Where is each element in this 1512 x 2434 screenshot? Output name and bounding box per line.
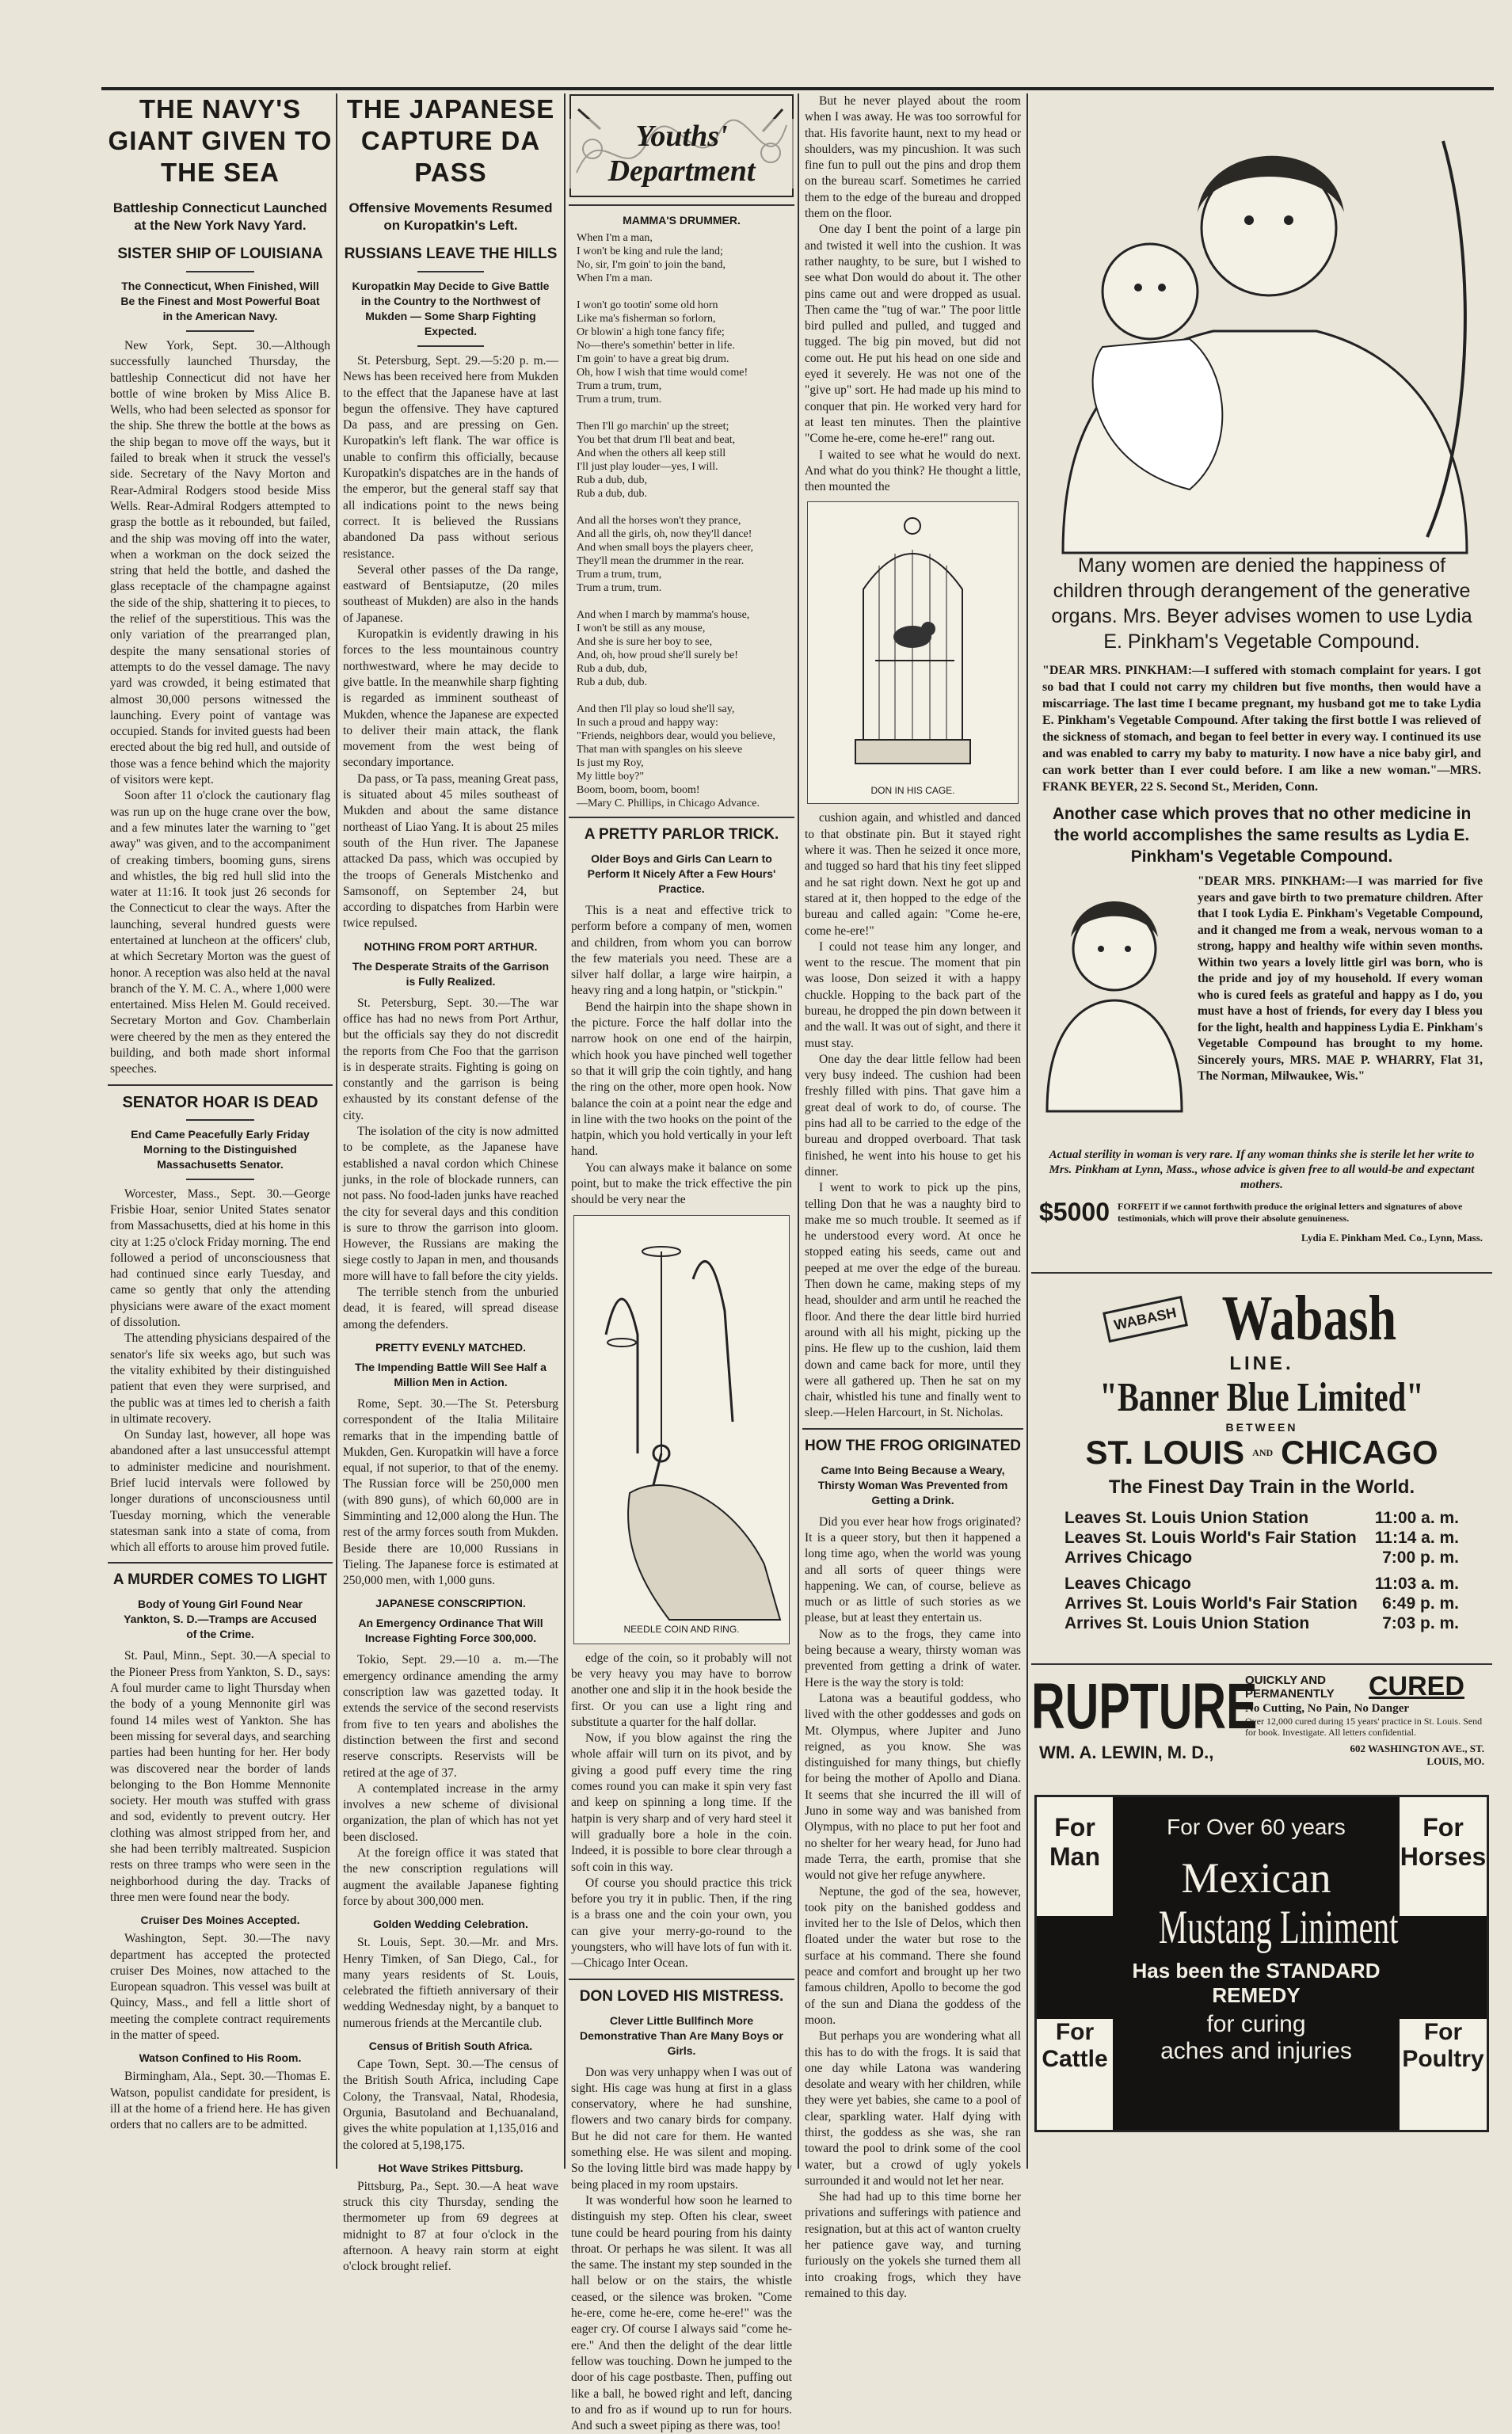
dispatch-heading: JAPANESE CONSCRIPTION. [375,1597,526,1610]
paragraph: She had had up to this time borne her privations and sufferings with patience and resignation, but at this act of wanton cruelty her patience gave way, and turning furiously on the yokels she turned them all into croaking frogs, which they have remained to this day. [805,2190,1021,2300]
article-body [110,2069,330,2133]
pinkham-letter-beyer: "DEAR MRS. PINKHAM:—I suffered with stomach complaint for years. I got so bad that I could not carry my children but five months, then would have a miscarriage. The last time I became pregnant, my husband got me to take Lydia E. Pinkham's Vegetable Compound. After taking the first bottle I was relieved of the sickness of stomach, and began to feel better in every way. I continued its use and was enabled to carry my baby to maturity. I now have a nice baby girl, and can work better than I ever could before. I am like a new woman."—MRS. FRANK BEYER, 22 S. Second St., Meriden, Conn. [1042,664,1481,794]
for-cattle-box [1037,2006,1113,2130]
paragraph: One day I bent the point of a large pin and twisted it well into the cushion. It was rather naughty, to be sure, but I wished to see what Don would do about it. The other pins came out and were dropped as usual. Then came the "tug of war." The poor little bird pulled and pulled, and tugged and tugged. The big pin moved, but did not come out. He put his head on one side and eyed it severely. He was not one of the "give up" sort. He had made up his mind to conquer that pin. He worked very hard for at least ten minutes. Then the plaintive "Come he-ere, come he-ere!" rang out. [805,223,1021,446]
column-rule [336,93,337,2169]
subhead: Offensive Movements Resumed on Kuropatkin's Left. [348,200,553,233]
paragraph: Rome, Sept. 30.—The St. Petersburg correspondent of the Italia Militaire remarks that in the impending battle of Mukden, Gen. Kuropatkin will have a force equal, if not superior, to that of the enemy. The Russian force will be 250,000 men (with 890 guns), of which 60,000 are in Simminting and 12,000 along the Hun. The rest of the army forces south from Mukden. Beside there are 10,000 Russians in Tieling. The Japanese force is estimated at 250,000 men, with 1,000 guns. [343,1396,558,1588]
rupture-header [1031,1671,1492,1743]
article-body [343,996,558,1333]
bird-cage-figure [807,501,1019,804]
divider [108,1084,333,1086]
schedule-time: 11:00 a. m. [1374,1509,1459,1527]
portrait-woman-icon [1039,874,1190,1111]
article-body [805,1514,1021,2303]
pinkham-company: Lydia E. Pinkham Med. Co., Lynn, Mass. [1301,1232,1483,1244]
route-st-louis: ST. LOUIS [1085,1434,1245,1471]
paragraph: I went to work to pick up the pins, telling Don that he was a naughty bird to make me so much trouble. It seemed as if he understood every word. At once he stopped eating his seeds, came out and peeped at me over the edge of the bureau. Then down he came, making steps of my head, shoulder and arm until he reached the floor. And there the dear little bird hurried around with all his might, picking up the pins. He flew up to the cushion, laid them down and came back for more, until they were all gathered up. Then he sat on my chair, whistled his tune and finally went to sleep.—Helen Harcourt, in St. Nicholas. [805,1181,1021,1420]
for-cattle-label-1: For [1055,2019,1095,2045]
poem: When I'm a man, I won't be king and rule the land; No, sir, I'm goin' to join the band, When I'm a man. I won't go tootin' some old horn Like ma's fisherman so forlorn, Or blowin' a high tone fancy fife; No—there's somethin' better in life. I'm goin' to have a great big drum. Oh, how I wish that time would come! Trum a trum, trum, Trum a trum, trum. Then I'll go marchin' up the street; You bet that drum I'll beat and beat, And when the others all keep still I'll just play louder—yes, I will. Rub a dub, dub, Rub a dub, dub. And all the horses won't they prance, And all the girls, oh, now they'll dance! And when small boys the players cheer, They'll mean the drummer in the rear. Trum a trum, trum, Trum a trum, trum. And when I march by mamma's house, I won't be still as any mouse, And she is sure her boy to see, And, oh, how proud she'll surely be! Rub a dub, dub, Rub a dub, dub. And then I'll play so loud she'll say, In such a proud and happy way: "Friends, neighbors dear, would you believe, That man with spangles on his sleeve Is just my Roy, My little boy?" Boom, boom, boom, boom! —Mary C. Phillips, in Chicago Advance. [577,232,775,809]
rupture-line1: QUICKLY AND PERMANENTLY [1245,1673,1335,1701]
pinkham-headline: Another case which proves that no other medicine in the world accomplishes the same results as Lydia E. Pinkham's Vegetable Compound. [1052,805,1472,866]
forfeit-line [1039,1198,1484,1227]
rupture-cured: CURED [1369,1671,1464,1701]
headline-navy-giant: THE NAVY'S GIANT GIVEN TO THE SEA [108,94,333,187]
divider [569,1979,794,1980]
route-and: AND [1252,1446,1274,1458]
for-poultry-label-2: Poultry [1402,2046,1484,2072]
youths-department-banner [569,93,794,198]
subhead-russians: RUSSIANS LEAVE THE HILLS [344,246,558,262]
paragraph: The attending physicians despaired of the senator's life six weeks ago, but such was the vitality exhibited by their distinguished patient that even they were surprised, and the public was at times led to cherish a faith in ultimate recovery. [110,1331,330,1426]
paragraph: Worcester, Mass., Sept. 30.—George Frisbie Hoar, senior United States senator from Massachusetts, died at his home in this city at 1:25 o'clock Friday morning. The end followed a period of unconsciousness that had continued since early Tuesday, and came so gently that only the attending physicians were aware of the exact moment of dissolution. [110,1187,330,1330]
mustang-center-panel [1113,1797,1400,2130]
paragraph: On Sunday last, however, all hope was abandoned after a last unsuccessful attempt to administer medicine and nourishment. Brief lucid intervals were followed by longer durations of unconsciousness until Tuesday morning, which the venerable statesman sank into a state of coma, from which all efforts to arouse him proved futile. [110,1428,330,1555]
article-body [110,1931,330,2044]
article-body [343,2057,558,2154]
deck: Came Into Being Because a Weary, Thirsty Woman Was Prevented from Getting a Drink. [817,1463,1008,1506]
schedule-row [1064,1508,1459,1528]
paragraph: Now as to the frogs, they came into being because a weary, thirsty woman was prevented from getting a drink of water. Here is the way the story is told: [805,1627,1021,1689]
banner-title: Youths' Department [569,119,794,189]
article-body [571,2065,792,2434]
for-horses-label-2: Horses [1400,1842,1487,1871]
wabash-train-name: "Banner Blue Limited" [1099,1375,1424,1420]
pinkham-caption: Many women are denied the happiness of children through derangement of the generative organs. Mrs. Beyer advises women to use Lydia E. Pinkham's Vegetable Compound. [1051,554,1472,653]
for-horses-label-1: For [1422,1813,1464,1842]
paragraph: You can always make it balance on some point, but to make the trick effective the pin should be very near the [571,1160,792,1207]
paragraph: New York, Sept. 30.—Although successfully launched Thursday, the battleship Connecticut did not have her bottle of wine broken by Miss Alice B. Wells, who had been selected as sponsor for the ship. She threw the bottle at the bows as the ship began to move off the ways, but it failed to break when it struck the vessel's side. Secretary of the Navy Morton and Rear-Admiral Rodgers stood beside Miss Wells. Rear-Admiral Rodgers attempted to grasp the bottle as it rebounded, but failed, and the ship was moving off into the water, when a workman on the dock seized the string that held the bottle, and dashed the glass receptacle of the champagne against the side of the ship, shattering it to pieces, to the relief of the superstitious. This was the only variation of the prearranged plan, despite the many sensational stories of attempts to do the vessel damage. The navy yard was crowded, it being estimated that almost 30,000 persons witnessed the launching. Every point of vantage was occupied. Stands for invited guests had been erected about the big red hull, and outside of those was a fence behind which the majority of visitors were kept. [110,339,330,787]
paragraph: This is a neat and effective trick to perform before a company of men, women and children, from whom you can borrow the few materials you need. These are a silver half dollar, a large wire hairpin, a heavy ring and a long hatpin, or "stickpin." [571,904,792,998]
paragraph: Bend the hairpin into the shape shown in the picture. Force the half dollar into the narrow hook on one end of the hairpin, which hook you have pinched well together so that it will grip the coin tightly, and hang the ring on the other, more open hook. Now balance the coin at a point near the edge and in line with the two hooks on the point of the hatpin, which you hold vertically in your left hand. [571,1000,792,1159]
paragraph: I waited to see what he would do next. And what do you think? He thought a little, then mounted the [805,448,1021,494]
wabash-advertisement [1031,1285,1492,1657]
paragraph: At the foreign office it was stated that the new conscription regulations will augment the available Japanese fighting force by about 300,000 men. [343,1846,558,1908]
article-body [571,903,792,1209]
pinkham-advertisement [1031,93,1492,1266]
mustang-curing: for curing [1206,2011,1306,2037]
article-body [343,353,558,932]
paragraph: St. Petersburg, Sept. 30.—The war office has had no news from Port Arthur, but the officials say they do not discredit the reports from Che Foo that the garrison is in desperate straits. Fighting is going on constantly and the garrison is being exhausted by its constant defense of the city. [343,996,558,1122]
divider [186,330,253,332]
wabash-logo-badge [1103,1295,1188,1342]
paragraph: Several other passes of the Da range, eastward of Bentsiaputze, (20 miles southeast of Mukden) are also in the hands of Japanese. [343,562,558,625]
paragraph: St. Paul, Minn., Sept. 30.—A special to the Pioneer Press from Yankton, S. D., says: A foul murder came to light Thursday when the body of a young Mennonite girl was found 14 miles west of Yankton. She has been missing for several days, and searching parties had been hunting for her. Her body was discovered near the border of lands belonging to the Bon Homme Mennonite society. Her mouth was stuffed with grass and sod, evidently to prevent outcry. Her clothing was almost stripped from her, and she had been terribly maltreated. Suspicion rests on three tramps who were seen in the neighborhood during the day. Tracks of three men were found near the body. [110,1649,330,1904]
schedule-row [1064,1594,1459,1613]
wabash-schedule [1064,1508,1459,1633]
rupture-title: RUPTURE [1031,1670,1258,1743]
paragraph: Now, if you blow against the ring the whole affair will turn on its pivot, and by giving a good puff every time the ring comes round you can make it spin very fast and keep on spinning a long time. If the hatpin is very sharp and of very hard steel it will gradually bore a hole in the coin. Indeed, it is possible to bore clear through a soft coin in this way. [571,1731,792,1874]
schedule-label: Leaves St. Louis Union Station [1064,1509,1309,1527]
wabash-header [1031,1285,1492,1353]
paragraph: The terrible stench from the unburied dead, it is feared, will spread disease among the defenders. [343,1286,558,1331]
paragraph: The isolation of the city is now admitted to be complete, as the Japanese have established a naval cordon which Chinese junks, in the role of blockade runners, can not pass. No food-laden junks have reached the city for several days and this condition is sure to throw the garrison into gloom. However, the Russians are making the siege costly to Japan in men, and thousands more will have to fall before the city yields. [343,1125,558,1283]
column-4 [802,93,1023,2300]
divider [569,204,794,206]
paragraph: Pittsburg, Pa., Sept. 30.—A heat wave struck this city Thursday, sending the thermometer up from 69 degrees at midnight to 87 at four o'clock in the afternoon. A heavy rain storm at eight o'clock brought relief. [343,2179,558,2274]
for-man-box [1037,1797,1113,1932]
dispatch-heading: PRETTY EVENLY MATCHED. [375,1340,527,1354]
article-body [110,1187,330,1556]
mustang-name-1: Mexican [1181,1854,1331,1902]
paragraph: One day the dear little fellow had been very busy indeed. The cushion had been freshly filled with pins. That gave him a great deal of work to do, of course. The pins had all to be carried to the edge of the bureau and dropped overboard. That task finished, he went into his house to get his dinner. [805,1052,1021,1179]
divider [186,1119,253,1121]
needle-coin-figure [573,1215,790,1644]
paragraph: Latona was a beautiful goddess, who lived with the other goddesses and gods on Mt. Olympus, where Jupiter and Juno reigned, as you know. She was distinguished for many things, but chiefly for being the mother of Apollo and Diana. It seems that she incurred the ill will of Juno in some way and was banished from Olympus, with no place to put her foot and no shelter for her weary head, for Juno had made Terra, the earth, promise that she would not give her refuge anywhere. [805,1691,1021,1883]
figure-caption: DON IN HIS CAGE. [870,785,955,797]
headline-senator-hoar: SENATOR HOAR IS DEAD [122,1093,318,1111]
dispatch-heading: NOTHING FROM PORT ARTHUR. [364,939,538,953]
schedule-time: 7:00 p. m. [1382,1548,1459,1567]
for-poultry-label-1: For [1423,2019,1463,2045]
headline-parlor-trick: A PRETTY PARLOR TRICK. [584,826,779,843]
article-body [343,1652,558,1910]
schedule-label: Arrives Chicago [1064,1548,1193,1567]
mother-child-illustration [1031,93,1492,553]
paragraph: Don was very unhappy when I was out of sight. His cage was hung at first in a glass conservatory, where he had sunshine, flowers and two canary birds for company. But he did not care for them. He wanted something else. He was silent and moping. So the loving little bird was made happy by being placed in my room upstairs. [571,2065,792,2192]
paragraph: Neptune, the god of the sea, however, took pity on the banished goddess and invited her to the Isle of Delos, which then floated under the water but rose to the surface at his command. There she found peace and comfort and brought up her two famous children, Apollo to become the god of the sun and Diana the goddess of the moon. [805,1884,1021,2027]
divider [417,271,483,272]
dispatch-heading: Golden Wedding Celebration. [373,1918,528,1931]
pinkham-closing: Actual sterility in woman is very rare. If any woman thinks she is sterile let her write to Mrs. Pinkham at Lynn, Mass., whose advice is given free to all would-be and expectant mothers. [1049,1148,1475,1191]
column-rule [564,93,566,2169]
wharry-testimonial [1039,874,1484,1143]
dispatch-heading: Watson Confined to His Room. [139,2051,302,2065]
column-3 [569,93,794,2433]
subhead-sister-ship: SISTER SHIP OF LOUISIANA [117,246,323,262]
divider [1031,1272,1492,1274]
column-rule [1026,93,1028,2169]
divider [186,271,253,272]
rupture-cure-line [1245,1671,1492,1702]
subhead: Battleship Connecticut Launched at the New York Navy Yard. [112,200,328,233]
paragraph: A contemplated increase in the army involves a new scheme of divisional organization, the plan of which has not yet been disclosed. [343,1781,558,1844]
birdcage-icon [808,502,1018,781]
rupture-contact [1039,1743,1484,1768]
headline-japanese: THE JAPANESE CAPTURE DA PASS [346,94,555,187]
divider [802,1428,1023,1430]
schedule-time: 11:14 a. m. [1374,1529,1459,1547]
for-poultry-box [1400,2006,1487,2130]
article-body [805,93,1021,495]
rupture-line3: Over 12,000 cured during 15 years' practice in St. Louis. Send for book. Investigate. All letters confidential. [1245,1716,1483,1738]
article-body [343,1396,558,1590]
mother-and-baby-icon [1031,93,1492,553]
rupture-doctor: WM. A. LEWIN, M. D., [1039,1743,1214,1762]
article-body [110,338,330,1078]
divider [108,1562,333,1564]
wabash-tagline: The Finest Day Train in the World. [1108,1476,1415,1498]
rupture-details [1229,1671,1492,1738]
advertisement-area [1031,93,1492,2169]
deck: Kuropatkin May Decide to Give Battle in the Country to the Northwest of Mukden — Some Sharp Fighting Expected. [352,280,550,337]
paragraph: edge of the coin, so it probably will not be very heavy you may have to borrow another one and slip it in the hook beside the first. Or you can use a light ring and substitute a quarter for the half dollar. [571,1651,792,1729]
divider [569,817,794,818]
paragraph: Of course you should practice this trick before you try it in public. Then, if the ring is a brass one and the coin your own, you can give your merry-go-round to the youngsters, who will have lots of fun with it.—Chicago Inter Ocean. [571,1876,792,1971]
deck: Clever Little Bullfinch More Demonstrative Than Are Many Boys or Girls. [580,2013,783,2057]
column-1 [108,93,333,2169]
paragraph: St. Louis, Sept. 30.—Mr. and Mrs. Henry Timken, of San Diego, Cal., for many years residents of St. Louis, celebrated the fiftieth anniversary of their wedding Wednesday night, by a banquet to numerous friends at the Mercantile club. [343,1936,558,2030]
article-body [343,2179,558,2276]
mustang-aches: aches and injuries [1160,2038,1352,2064]
schedule-label: Leaves Chicago [1064,1575,1191,1593]
wabash-between: BETWEEN [1225,1421,1298,1434]
paragraph: Kuropatkin is evidently drawing in his forces to the less mountainous country northwestward, where he may decide to give battle. In the meanwhile sharp fighting is regarded as imminent southeast of Mukden, whence the Japanese are expected to deliver their main attack, the flank movement from the west being of secondary importance. [343,627,558,770]
mustang-liniment-advertisement [1034,1795,1489,2132]
forfeit-amount: $5000 [1039,1198,1110,1226]
for-man-label-2: Man [1049,1842,1100,1871]
rupture-line2: No Cutting, No Pain, No Danger [1245,1702,1410,1715]
paragraph: Birmingham, Ala., Sept. 30.—Thomas E. Watson, populist candidate for president, is ill at the home of a friend here. He has given orders that no callers are to be admitted. [110,2070,330,2132]
article-body [343,1935,558,2032]
for-cattle-label-2: Cattle [1042,2046,1108,2072]
forfeit-text: FORFEIT if we cannot forthwith produce the original letters and signatures of above testimonials, which will prove their absolute genuineness. [1117,1200,1463,1224]
divider [1031,1663,1492,1665]
figure-caption: NEEDLE COIN AND RING. [623,1623,740,1635]
mustang-standard: Has been the STANDARD REMEDY [1132,1959,1381,2007]
paragraph: I could not tease him any longer, and went to the rescue. The moment that pin was loose, Don seized it with a happy chuckle. Hopping to the back part of the bureau, he dropped the pin down between it and the wall. It was out of sight, and there it must stay. [805,939,1021,1050]
rupture-address: 602 WASHINGTON AVE., ST. LOUIS, MO. [1350,1743,1484,1767]
mustang-name-2: Mustang Liniment [1158,1901,1399,1953]
article-body [805,810,1021,1421]
column-2 [341,93,561,2274]
schedule-label: Leaves St. Louis World's Fair Station [1064,1529,1357,1547]
paragraph: Soon after 11 o'clock the cautionary flag was run up on the huge crane over the bow, and a few minutes later the warning to "get away" was given, and to the accompaniment of creaking timbers, booming guns, sirens and whistles, the big red hull slid into the water at 11:16. It took just 26 seconds for the Connecticut to clear the ways. After the launching, several hundred guests were entertained at luncheon at the officers' club, at which Secretary Morton was the guest of honor. A reception was also held at the naval branch of the Y. M. C. A., where 1,000 were entertained. Miss Helen M. Gould received. Secretary Morton and Gov. Chamberlain were cheered by the men as they entered the building, and both made short informal speeches. [110,789,330,1076]
paragraph: Washington, Sept. 30.—The navy department has accepted the protected cruiser Des Moines, now attached to the European squadron. This vessel was built at Quincy, Mass., and fell a little short of meeting the complete contract requirements in the matter of speed. [110,1932,330,2043]
poem-title: MAMMA'S DRUMMER. [623,214,741,227]
deck: Older Boys and Girls Can Learn to Perform It Nicely After a Few Hours' Practice. [587,852,776,895]
schedule-row [1064,1528,1459,1548]
route-chicago: CHICAGO [1281,1434,1438,1471]
headline-frog: HOW THE FROG ORIGINATED [804,1437,1022,1454]
wabash-route [1031,1434,1492,1472]
deck: The Desperate Straits of the Garrison is Fully Realized. [352,959,550,988]
schedule-time: 6:49 p. m. [1382,1594,1459,1613]
for-man-label-1: For [1054,1813,1095,1842]
paragraph: But he never played about the room when I was away. He was too sorrowful for that. His favorite haunt, next to my head or shoulders, was my pincushion. It was such fine fun to pull out the pins and drop them on the bureau scarf. Sometimes he carried them to the edge of the bureau and dropped them on the floor. [805,94,1021,221]
deck: Body of Young Girl Found Near Yankton, S. D.—Tramps are Accused of the Crime. [124,1598,317,1641]
paragraph: But perhaps you are wondering what all this has to do with the frogs. It is said that one day while Latona was wandering desolate and weary with her children, while they were yet babies, she came to a pool of clear, sparkling water. Half dying with thirst, the goddess as she was, she ran toward the pool to drink some of the cool water, but a crowd of ugly yokels surrounded it and would not let her near. [805,2029,1021,2188]
paragraph: Da pass, or Ta pass, meaning Great pass, is situated about 45 miles southeast of Mukden and about the same distance northeast of Liao Yang. It is about 25 miles south of the Hun river. The Japanese attacked Da pass, which was occupied by the troops of Generals Mistchenko and Samsonoff, on September 24, but according to dispatches from Harbin were twice repulsed. [343,771,558,931]
column-rule [798,93,799,2169]
schedule-label: Arrives St. Louis World's Fair Station [1064,1594,1358,1613]
pinkham-letter-wharry: "DEAR MRS. PINKHAM:—I was married for five years and gave birth to two premature children. After that I took Lydia E. Pinkham's Vegetable Compound, and it changed me from a weak, nervous woman to a strong, happy and healthy wife within seven months. Within two years a lovely little girl was born, who is the pride and joy of my household. If every woman who is cured feels as grateful and happy as I do, you must have a host of friends, for every day I bless you for the light, health and happiness Lydia E. Pinkham's Vegetable Compound has brought to my home. Sincerely yours, MRS. MAE P. WHARRY, Flat 31, The Norman, Milwaukee, Wis." [1198,874,1483,1083]
for-horses-box [1400,1797,1487,1932]
schedule-time: 7:03 p. m. [1382,1614,1459,1632]
deck: The Connecticut, When Finished, Will Be the Finest and Most Powerful Boat in the American Navy. [120,280,320,322]
wabash-title: Wabash [1221,1284,1397,1354]
schedule-time: 11:03 a. m. [1374,1575,1459,1593]
article-body [110,1648,330,1906]
paragraph: Cape Town, Sept. 30.—The census of the British South Africa, including Cape Colony, the Transvaal, Natal, Rhodesia, Orgunia, Basutoland and Bechuanaland, gives the white population at 1,135,016 and the colored at 5,198,175. [343,2058,558,2152]
dispatch-heading: Census of British South Africa. [368,2040,533,2053]
schedule-label: Arrives St. Louis Union Station [1064,1614,1310,1632]
divider [186,1179,253,1180]
paragraph: St. Petersburg, Sept. 29.—5:20 p. m.—News has been received here from Mukden to the effect that the Japanese have at last begun the offensive. They have captured Da pass, and are pressing on Gen. Kuropatkin's left flank. The war office is unable to confirm this officially, because Kuropatkin's dispatches are in the hands of the emperor, but the general staff say that all indications point to the news being correct. It is believed the Russians abandoned Da pass without serious resistance. [343,354,558,561]
schedule-row [1064,1574,1459,1594]
rupture-advertisement [1031,1671,1492,1790]
paragraph: It was wonderful how soon he learned to distinguish my step. Often his clear, sweet tune could be heard pouring from his dainty throat. Or perhaps he was silent. It was all the same. The instant my step sounded in the hall below or on the stairs, the whistle ceased, or the silence was broken. "Come he-ere, come he-ere, come he-ere!" was the eager cry. Of course I always said "come he-ere." And then the delight of the dear little fellow was touching. Down he jumped to the door of his cage postbaste. Then, puffing out like a ball, he bowed right and left, dancing to and fro as if wound up to run for hours. And such a sweet piping as there was, too! [571,2193,792,2433]
schedule-row [1064,1613,1459,1633]
hand-needle-icon [574,1216,789,1620]
dispatch-heading: Cruiser Des Moines Accepted. [140,1914,300,1927]
deck: End Came Peacefully Early Friday Morning to the Distinguished Massachusetts Senator. [131,1127,310,1171]
article-body [571,1651,792,1972]
divider [417,345,483,347]
headline-don: DON LOVED HIS MISTRESS. [579,1987,784,2005]
wabash-line: LINE. [1229,1353,1294,1374]
schedule-row [1064,1548,1459,1567]
wabash-logo: WABASH [1112,1304,1179,1333]
headline-murder: A MURDER COMES TO LIGHT [112,1571,328,1589]
paragraph: cushion again, and whistled and danced to that obstinate pin. But it stayed right where it was. Then he seized it once more, and tugged so hard that his tiny feet slipped and he sat right down. Next he got up and stared at it, then hopped to the edge of the bureau and called again: "Come he-ere, come he-ere!" [805,811,1021,938]
deck: An Emergency Ordinance That Will Increase Fighting Force 300,000. [358,1617,543,1645]
paragraph: Tokio, Sept. 29.—10 a. m.—The emergency ordinance amending the army conscription law was gazetted today. It extends the service of the second reservists from five to ten years and abolishes the distinction between the first and second reserve conscripts. Reservists will be retired at the age of 37. [343,1653,558,1780]
paragraph: Did you ever hear how frogs originated? It is a queer story, but then it happened a long time ago, when the world was young and all sorts of queer things were happening. We can, of course, believe as much or as little of such stories as we please, but at least they entertain us. [805,1514,1021,1625]
dispatch-heading: Hot Wave Strikes Pittsburg. [378,2161,524,2174]
mustang-years: For Over 60 years [1167,1815,1346,1839]
deck: The Impending Battle Will See Half a Million Men in Action. [355,1360,547,1388]
